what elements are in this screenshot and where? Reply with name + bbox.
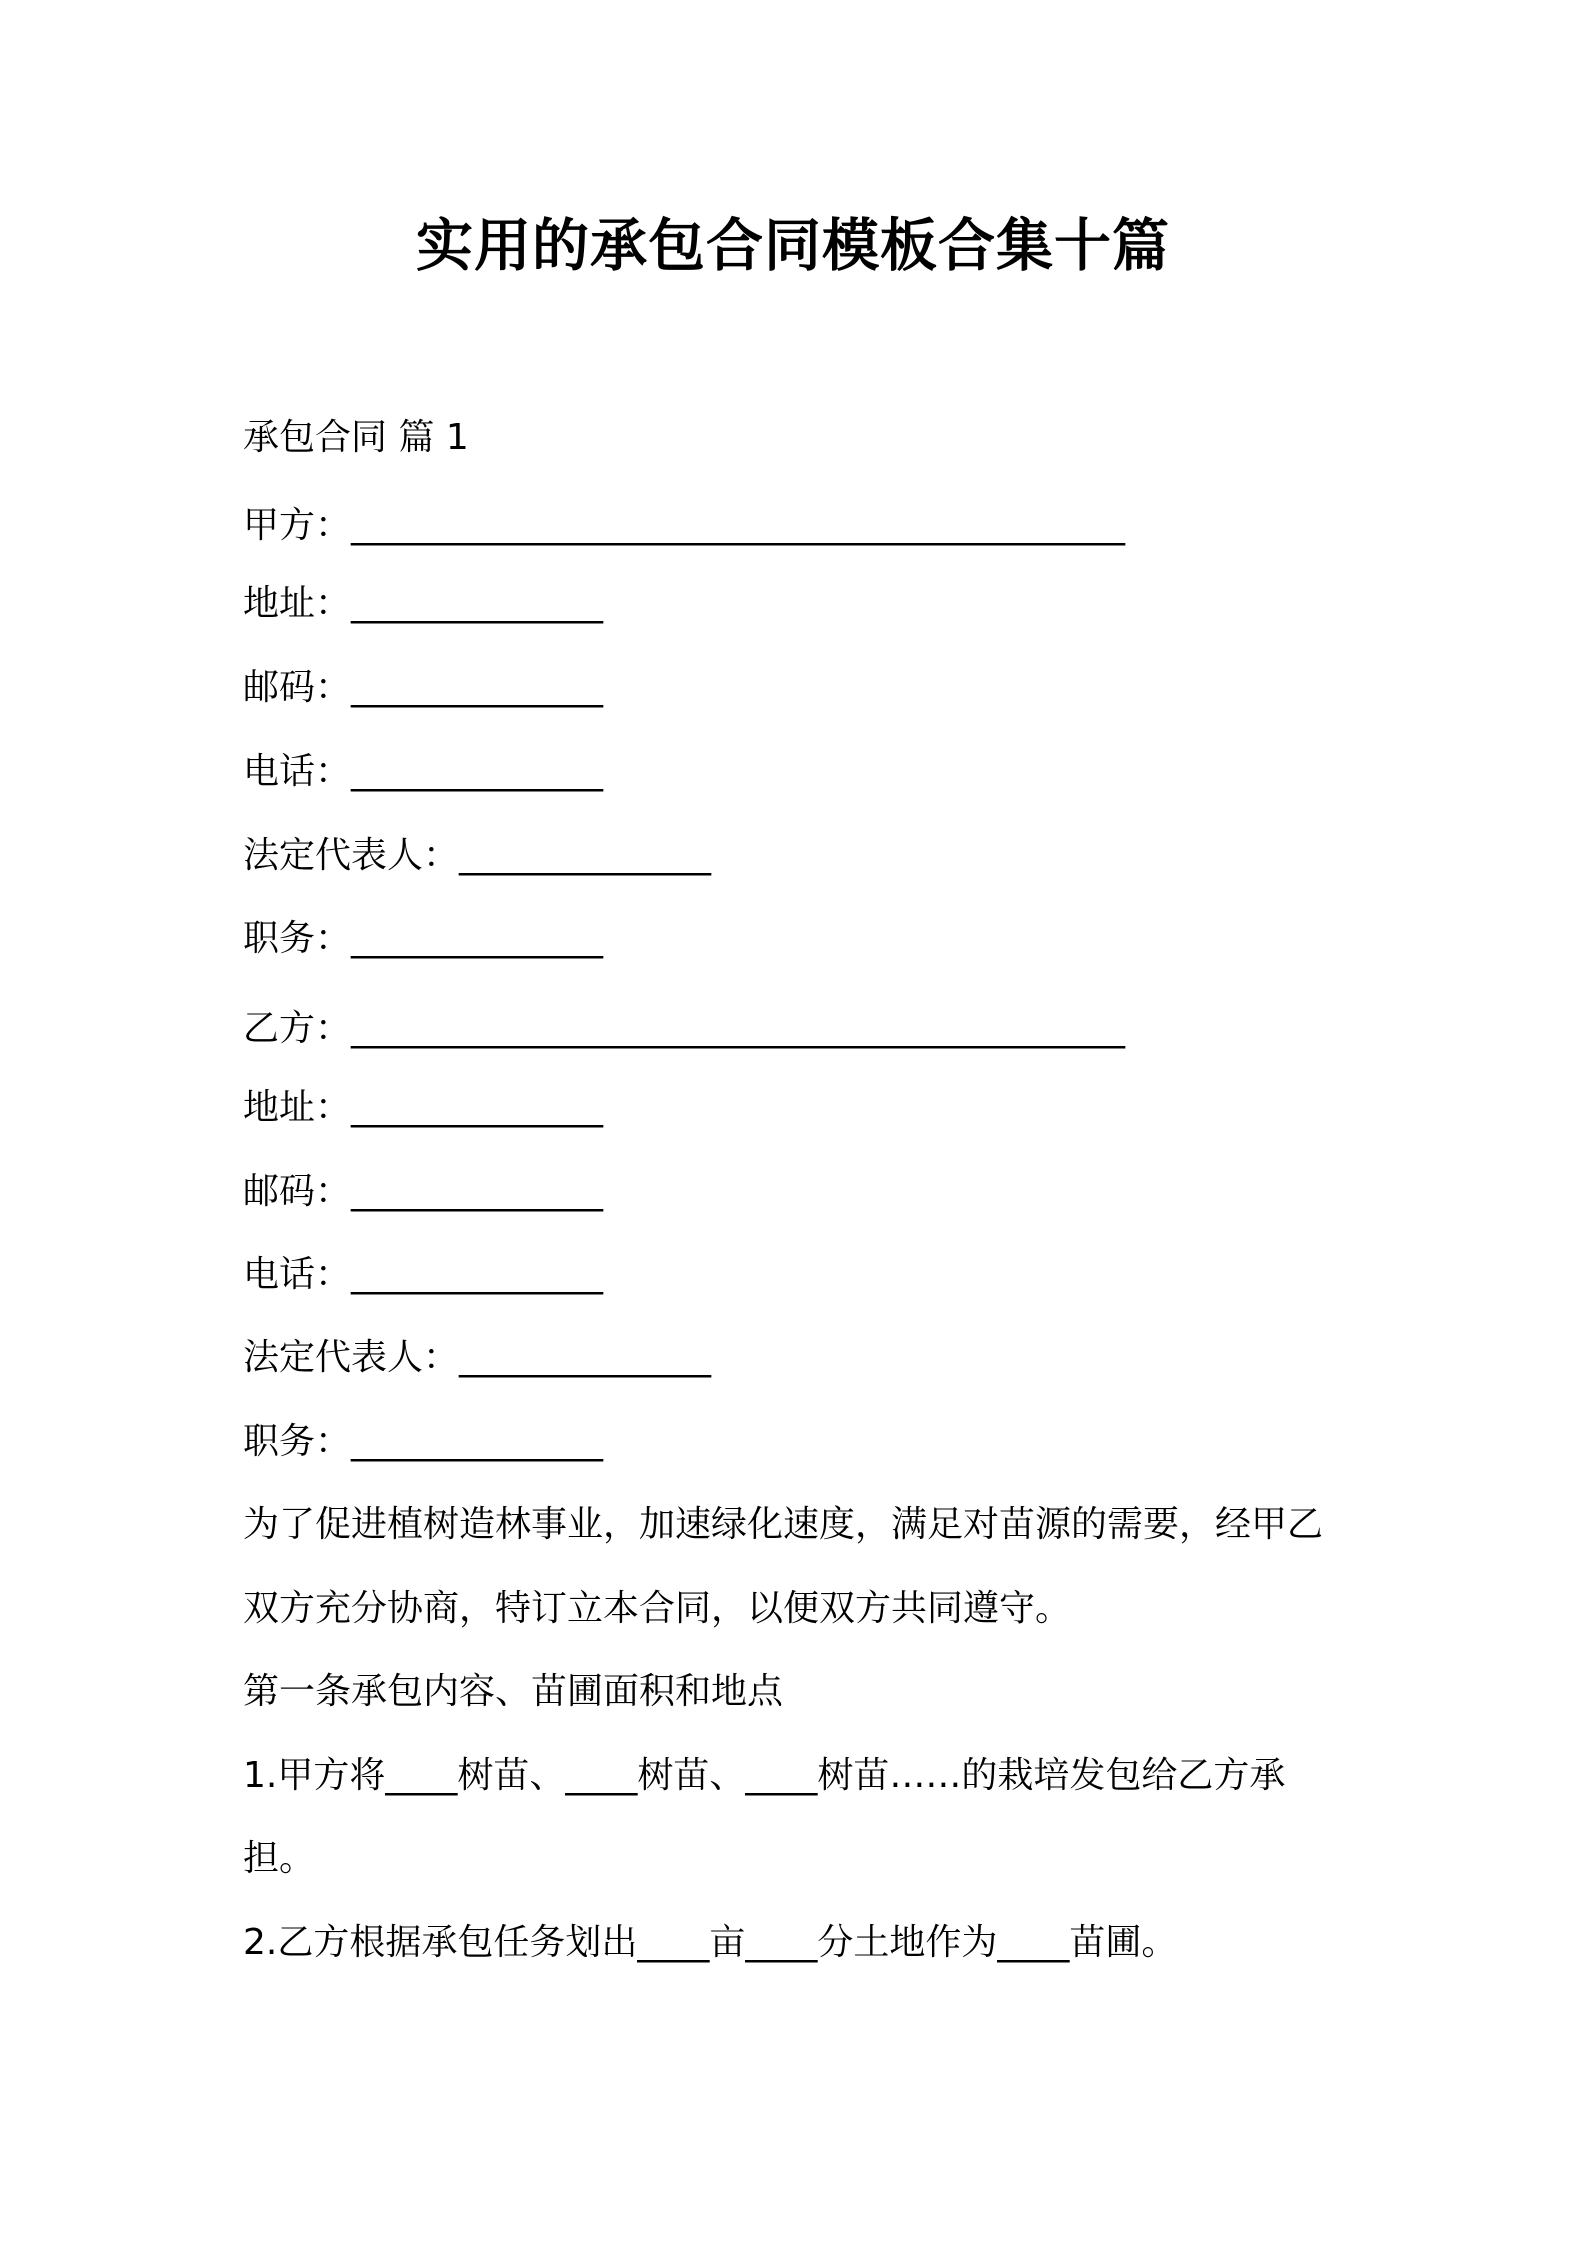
party-b-position-field: 职务：______________ [243,1421,604,1462]
party-a-phone-field: 电话：______________ [243,751,604,792]
party-a-address-field: 地址：______________ [243,583,604,624]
section-heading: 承包合同 篇 1 [243,417,469,458]
party-a-legal-rep-field: 法定代表人：______________ [243,835,712,876]
preamble-line-1: 为了促进植树造林事业，加速绿化速度，满足对苗源的需要，经甲乙 [243,1504,1324,1545]
party-b-address-field: 地址：______________ [243,1087,604,1128]
party-b-postcode-field: 邮码：______________ [243,1171,604,1212]
document-title: 实用的承包合同模板合集十篇 [416,213,1170,279]
party-a-name-field: 甲方：___________________________________________ [243,505,1126,546]
preamble-line-2: 双方充分协商，特订立本合同，以便双方共同遵守。 [243,1588,1072,1629]
article-1-heading: 第一条承包内容、苗圃面积和地点 [243,1671,784,1712]
party-a-position-field: 职务：______________ [243,918,604,959]
article-1-item-1-line-1: 1.甲方将____树苗、____树苗、____树苗……的栽培发包给乙方承 [243,1755,1286,1796]
party-b-phone-field: 电话：______________ [243,1254,604,1295]
party-b-legal-rep-field: 法定代表人：______________ [243,1337,712,1378]
party-b-name-field: 乙方：___________________________________________ [243,1008,1126,1049]
article-1-item-2: 2.乙方根据承包任务划出____亩____分土地作为____苗圃。 [243,1922,1178,1963]
party-a-postcode-field: 邮码：______________ [243,667,604,708]
article-1-item-1-line-2: 担。 [243,1838,316,1879]
